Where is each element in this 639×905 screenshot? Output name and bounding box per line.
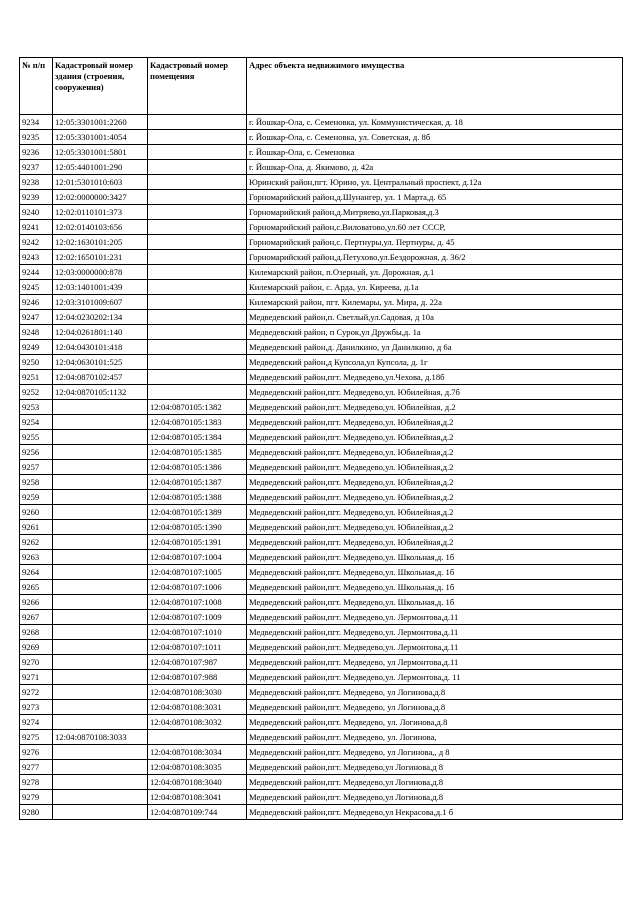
table-row — [20, 580, 623, 595]
room-cadastral-cell — [148, 130, 247, 145]
building-cadastral-cell: 12:04:0630101:525 — [53, 355, 148, 370]
room-cadastral-cell: 12:04:0870107:1010 — [148, 625, 247, 640]
row-number-cell: 9269 — [20, 640, 53, 655]
building-cadastral-cell: 12:02:1630101:205 — [53, 235, 148, 250]
row-number-cell: 9239 — [20, 190, 53, 205]
table-row — [20, 190, 623, 205]
building-cadastral-cell: 12:04:0870108:3033 — [53, 730, 148, 745]
address-cell: Медведевский район,пгт. Медведево,ул Некрасова,д.1 б — [247, 805, 623, 820]
address-cell: Медведевский район,пгт. Медведево,ул. Юбилейная,д.2 — [247, 505, 623, 520]
row-number-cell: 9262 — [20, 535, 53, 550]
table-body — [20, 115, 623, 820]
row-number-cell: 9270 — [20, 655, 53, 670]
row-number-cell: 9268 — [20, 625, 53, 640]
row-number-cell: 9264 — [20, 565, 53, 580]
building-cadastral-cell: 12:03:0000000:878 — [53, 265, 148, 280]
address-cell: Медведевский район,пгт. Медведево,ул. Юбилейная,д.2 — [247, 430, 623, 445]
building-cadastral-cell — [53, 805, 148, 820]
table-row — [20, 715, 623, 730]
header-num: № п/п — [20, 58, 53, 115]
header-row — [20, 58, 623, 115]
address-cell: Медведевский район,пгт. Медведево,ул. Лермонтова,д.11 — [247, 640, 623, 655]
room-cadastral-cell — [148, 250, 247, 265]
room-cadastral-cell: 12:04:0870107:1011 — [148, 640, 247, 655]
building-cadastral-cell: 12:03:1401001:439 — [53, 280, 148, 295]
address-cell: Медведевский район,пгт. Медведево,ул Логинова,д.8 — [247, 775, 623, 790]
row-number-cell: 9248 — [20, 325, 53, 340]
row-number-cell: 9252 — [20, 385, 53, 400]
building-cadastral-cell — [53, 715, 148, 730]
room-cadastral-cell: 12:04:0870108:3035 — [148, 760, 247, 775]
room-cadastral-cell: 12:04:0870108:3030 — [148, 685, 247, 700]
building-cadastral-cell — [53, 550, 148, 565]
address-cell: Медведевский район,пгт. Медведево,ул. Школьная,д. 1б — [247, 550, 623, 565]
address-cell: Медведевский район,пгт. Медведево, ул. Логинова,д.8 — [247, 715, 623, 730]
address-cell: Килемарский район, с. Арда, ул. Киреева, д.1а — [247, 280, 623, 295]
table-row — [20, 745, 623, 760]
address-cell: Медведевский район,пгт. Медведево,ул. Лермонтова,д.11 — [247, 625, 623, 640]
address-cell: Медведевский район,д Купсола,ул Купсола, д. 1г — [247, 355, 623, 370]
table-row — [20, 625, 623, 640]
room-cadastral-cell: 12:04:0870107:988 — [148, 670, 247, 685]
row-number-cell: 9255 — [20, 430, 53, 445]
room-cadastral-cell: 12:04:0870105:1388 — [148, 490, 247, 505]
row-number-cell: 9253 — [20, 400, 53, 415]
table-row — [20, 250, 623, 265]
row-number-cell: 9234 — [20, 115, 53, 130]
row-number-cell: 9235 — [20, 130, 53, 145]
building-cadastral-cell — [53, 445, 148, 460]
row-number-cell: 9277 — [20, 760, 53, 775]
building-cadastral-cell — [53, 685, 148, 700]
table-row — [20, 520, 623, 535]
room-cadastral-cell — [148, 325, 247, 340]
building-cadastral-cell: 12:03:3101009:607 — [53, 295, 148, 310]
room-cadastral-cell: 12:04:0870108:3040 — [148, 775, 247, 790]
building-cadastral-cell: 12:01:5301010:603 — [53, 175, 148, 190]
address-cell: Медведевский район,пгт. Медведево, ул. Логинова, — [247, 730, 623, 745]
row-number-cell: 9242 — [20, 235, 53, 250]
table-row — [20, 355, 623, 370]
room-cadastral-cell — [148, 730, 247, 745]
address-cell: Медведевский район,пгт. Медведево,ул. Лермонтова,д. 11 — [247, 670, 623, 685]
building-cadastral-cell: 12:05:4401001:290 — [53, 160, 148, 175]
address-cell: Юринский район,пгт. Юрино, ул. Центральный проспект, д.12а — [247, 175, 623, 190]
table-row — [20, 160, 623, 175]
room-cadastral-cell: 12:04:0870107:1009 — [148, 610, 247, 625]
table-row — [20, 505, 623, 520]
building-cadastral-cell — [53, 505, 148, 520]
row-number-cell: 9271 — [20, 670, 53, 685]
room-cadastral-cell: 12:04:0870107:1004 — [148, 550, 247, 565]
header-building-cadastral: Кадастровый номер здания (строения, сооружения) — [53, 58, 148, 115]
address-cell: Медведевский район,пгт. Медведево,ул. Юбилейная, д.7б — [247, 385, 623, 400]
row-number-cell: 9272 — [20, 685, 53, 700]
address-cell: Медведевский район,пгт. Медведево,ул. Юбилейная,д.2 — [247, 415, 623, 430]
building-cadastral-cell — [53, 700, 148, 715]
table-row — [20, 430, 623, 445]
room-cadastral-cell — [148, 385, 247, 400]
table-row — [20, 640, 623, 655]
address-cell: г. Йошкар-Ола, с. Семеновка, ул. Коммунистическая, д. 18 — [247, 115, 623, 130]
table-row — [20, 475, 623, 490]
address-cell: Медведевский район,пгт. Медведево,ул. Юбилейная,д.2 — [247, 535, 623, 550]
building-cadastral-cell: 12:02:1650101:231 — [53, 250, 148, 265]
room-cadastral-cell — [148, 355, 247, 370]
address-cell: Медведевский район,д. Данилкино, ул Данилкино, д 6а — [247, 340, 623, 355]
table-row — [20, 490, 623, 505]
building-cadastral-cell: 12:04:0430101:418 — [53, 340, 148, 355]
address-cell: Горномарийский район,д.Шунангер, ул. 1 Марта,д. 65 — [247, 190, 623, 205]
row-number-cell: 9245 — [20, 280, 53, 295]
building-cadastral-cell: 12:02:0140103:656 — [53, 220, 148, 235]
row-number-cell: 9260 — [20, 505, 53, 520]
row-number-cell: 9267 — [20, 610, 53, 625]
building-cadastral-cell: 12:04:0870105:1132 — [53, 385, 148, 400]
address-cell: Горномарийский район,д.Петухово,ул.Бездорожная, д. 36/2 — [247, 250, 623, 265]
table-row — [20, 235, 623, 250]
address-cell: Медведевский район,пгт. Медведево, ул Логинова,д.8 — [247, 685, 623, 700]
building-cadastral-cell — [53, 640, 148, 655]
table-row — [20, 790, 623, 805]
room-cadastral-cell — [148, 145, 247, 160]
address-cell: г. Йошкар-Ола, с. Семеновка — [247, 145, 623, 160]
table-row — [20, 655, 623, 670]
row-number-cell: 9278 — [20, 775, 53, 790]
address-cell: г. Йошкар-Ола, с. Семеновка, ул. Советская, д. 8б — [247, 130, 623, 145]
row-number-cell: 9273 — [20, 700, 53, 715]
table-row — [20, 805, 623, 820]
row-number-cell: 9274 — [20, 715, 53, 730]
building-cadastral-cell — [53, 490, 148, 505]
address-cell: Медведевский район,пгт. Медведево,ул. Юбилейная,д.2 — [247, 460, 623, 475]
building-cadastral-cell — [53, 400, 148, 415]
table-row — [20, 460, 623, 475]
building-cadastral-cell — [53, 475, 148, 490]
room-cadastral-cell — [148, 235, 247, 250]
room-cadastral-cell: 12:04:0870105:1385 — [148, 445, 247, 460]
building-cadastral-cell: 12:05:3301001:2260 — [53, 115, 148, 130]
table-row — [20, 220, 623, 235]
address-cell: Медведевский район,пгт. Медведево,ул. Школьная,д. 1б — [247, 565, 623, 580]
room-cadastral-cell — [148, 295, 247, 310]
table-row — [20, 730, 623, 745]
room-cadastral-cell: 12:04:0870109:744 — [148, 805, 247, 820]
table-row — [20, 445, 623, 460]
table-row — [20, 760, 623, 775]
room-cadastral-cell: 12:04:0870108:3041 — [148, 790, 247, 805]
row-number-cell: 9258 — [20, 475, 53, 490]
address-cell: Медведевский район, п Сурок,ул Дружбы,д. 1а — [247, 325, 623, 340]
room-cadastral-cell — [148, 265, 247, 280]
building-cadastral-cell — [53, 760, 148, 775]
address-cell: Медведевский район,пгт. Медведево,ул.Чехова, д.18б — [247, 370, 623, 385]
row-number-cell: 9247 — [20, 310, 53, 325]
row-number-cell: 9244 — [20, 265, 53, 280]
row-number-cell: 9238 — [20, 175, 53, 190]
address-cell: Медведевский район,пгт. Медведево, ул Логинова,д.8 — [247, 700, 623, 715]
table-row — [20, 775, 623, 790]
table-row — [20, 565, 623, 580]
address-cell: Медведевский район,пгт. Медведево,ул. Школьная,д. 1б — [247, 595, 623, 610]
building-cadastral-cell — [53, 670, 148, 685]
building-cadastral-cell: 12:05:3301001:4054 — [53, 130, 148, 145]
address-cell: Медведевский район,п. Светлый,ул.Садовая, д 10а — [247, 310, 623, 325]
room-cadastral-cell — [148, 340, 247, 355]
building-cadastral-cell: 12:04:0261801:140 — [53, 325, 148, 340]
room-cadastral-cell — [148, 175, 247, 190]
table-row — [20, 670, 623, 685]
room-cadastral-cell: 12:04:0870105:1389 — [148, 505, 247, 520]
address-cell: Килемарский район, пгт. Килемары, ул. Мира, д. 22а — [247, 295, 623, 310]
table-row — [20, 340, 623, 355]
room-cadastral-cell: 12:04:0870105:1386 — [148, 460, 247, 475]
address-cell: Медведевский район,пгт. Медведево, ул Лермонтова,д.11 — [247, 655, 623, 670]
table-row — [20, 310, 623, 325]
row-number-cell: 9243 — [20, 250, 53, 265]
row-number-cell: 9251 — [20, 370, 53, 385]
table-row — [20, 685, 623, 700]
header-room-cadastral: Кадастровый номер помещения — [148, 58, 247, 115]
building-cadastral-cell — [53, 625, 148, 640]
address-cell: Горномарийский район,с.Виловатово,ул.60 лет СССР, — [247, 220, 623, 235]
row-number-cell: 9250 — [20, 355, 53, 370]
address-cell: Медведевский район,пгт. Медведево,ул. Юбилейная,д.2 — [247, 490, 623, 505]
table-row — [20, 325, 623, 340]
row-number-cell: 9256 — [20, 445, 53, 460]
room-cadastral-cell: 12:04:0870105:1383 — [148, 415, 247, 430]
address-cell: Горномарийский район,д.Митряево,ул.Парковая,д.3 — [247, 205, 623, 220]
row-number-cell: 9246 — [20, 295, 53, 310]
address-cell: Медведевский район,пгт. Медведево, ул Логинова,, д 8 — [247, 745, 623, 760]
room-cadastral-cell — [148, 190, 247, 205]
building-cadastral-cell — [53, 460, 148, 475]
address-cell: Медведевский район,пгт. Медведево,ул. Юбилейная,д.2 — [247, 445, 623, 460]
table-row — [20, 700, 623, 715]
room-cadastral-cell: 12:04:0870105:1387 — [148, 475, 247, 490]
address-cell: Медведевский район,пгт. Медведево,ул. Юбилейная,д.2 — [247, 475, 623, 490]
building-cadastral-cell — [53, 595, 148, 610]
address-cell: Горномарийский район,с. Пертнуры,ул. Пертнуры, д. 45 — [247, 235, 623, 250]
row-number-cell: 9241 — [20, 220, 53, 235]
row-number-cell: 9280 — [20, 805, 53, 820]
table-row — [20, 115, 623, 130]
address-cell: Медведевский район,пгт. Медведево,ул. Юбилейная, д.2 — [247, 400, 623, 415]
row-number-cell: 9279 — [20, 790, 53, 805]
row-number-cell: 9276 — [20, 745, 53, 760]
row-number-cell: 9236 — [20, 145, 53, 160]
room-cadastral-cell: 12:04:0870108:3031 — [148, 700, 247, 715]
building-cadastral-cell — [53, 565, 148, 580]
table-row — [20, 295, 623, 310]
building-cadastral-cell — [53, 655, 148, 670]
property-table — [19, 57, 623, 820]
row-number-cell: 9275 — [20, 730, 53, 745]
room-cadastral-cell: 12:04:0870105:1382 — [148, 400, 247, 415]
table-row — [20, 265, 623, 280]
table-row — [20, 610, 623, 625]
table-row — [20, 415, 623, 430]
room-cadastral-cell: 12:04:0870105:1384 — [148, 430, 247, 445]
building-cadastral-cell: 12:04:0870102:457 — [53, 370, 148, 385]
room-cadastral-cell — [148, 220, 247, 235]
room-cadastral-cell: 12:04:0870107:1006 — [148, 580, 247, 595]
address-cell: г. Йошкар-Ола, д. Якимово, д. 42а — [247, 160, 623, 175]
address-cell: Медведевский район,пгт. Медведево,ул. Школьная,д. 1б — [247, 580, 623, 595]
room-cadastral-cell — [148, 205, 247, 220]
building-cadastral-cell: 12:02:0000000:3427 — [53, 190, 148, 205]
room-cadastral-cell: 12:04:0870108:3034 — [148, 745, 247, 760]
room-cadastral-cell: 12:04:0870107:1005 — [148, 565, 247, 580]
room-cadastral-cell — [148, 280, 247, 295]
table-row — [20, 205, 623, 220]
building-cadastral-cell — [53, 775, 148, 790]
building-cadastral-cell: 12:02:0110101:373 — [53, 205, 148, 220]
address-cell: Медведевский район,пгт. Медведево,ул. Юбилейная,д.2 — [247, 520, 623, 535]
row-number-cell: 9254 — [20, 415, 53, 430]
address-cell: Медведевский район,пгт. Медведево,ул. Лермонтова,д.11 — [247, 610, 623, 625]
building-cadastral-cell — [53, 790, 148, 805]
row-number-cell: 9261 — [20, 520, 53, 535]
room-cadastral-cell — [148, 370, 247, 385]
row-number-cell: 9240 — [20, 205, 53, 220]
building-cadastral-cell: 12:05:3301001:5801 — [53, 145, 148, 160]
building-cadastral-cell — [53, 535, 148, 550]
building-cadastral-cell — [53, 415, 148, 430]
building-cadastral-cell — [53, 520, 148, 535]
room-cadastral-cell: 12:04:0870105:1390 — [148, 520, 247, 535]
room-cadastral-cell — [148, 160, 247, 175]
table-row — [20, 370, 623, 385]
table-row — [20, 535, 623, 550]
table-row — [20, 145, 623, 160]
table-row — [20, 130, 623, 145]
table-row — [20, 595, 623, 610]
row-number-cell: 9265 — [20, 580, 53, 595]
building-cadastral-cell — [53, 430, 148, 445]
room-cadastral-cell: 12:04:0870107:987 — [148, 655, 247, 670]
room-cadastral-cell: 12:04:0870105:1391 — [148, 535, 247, 550]
row-number-cell: 9259 — [20, 490, 53, 505]
row-number-cell: 9237 — [20, 160, 53, 175]
room-cadastral-cell: 12:04:0870108:3032 — [148, 715, 247, 730]
room-cadastral-cell — [148, 310, 247, 325]
row-number-cell: 9257 — [20, 460, 53, 475]
table-row — [20, 550, 623, 565]
row-number-cell: 9266 — [20, 595, 53, 610]
header-address: Адрес объекта недвижимого имущества — [247, 58, 623, 115]
building-cadastral-cell — [53, 610, 148, 625]
row-number-cell: 9249 — [20, 340, 53, 355]
table-row — [20, 400, 623, 415]
row-number-cell: 9263 — [20, 550, 53, 565]
room-cadastral-cell: 12:04:0870107:1008 — [148, 595, 247, 610]
table-row — [20, 280, 623, 295]
table-row — [20, 175, 623, 190]
address-cell: Килемарский район, п.Озерный, ул. Дорожная, д.1 — [247, 265, 623, 280]
building-cadastral-cell — [53, 580, 148, 595]
building-cadastral-cell — [53, 745, 148, 760]
room-cadastral-cell — [148, 115, 247, 130]
address-cell: Медведевский район,пгт. Медведево,ул Логинова,д.8 — [247, 790, 623, 805]
building-cadastral-cell: 12:04:0230202:134 — [53, 310, 148, 325]
address-cell: Медведевский район,пгт. Медведево,ул Логинова,д 8 — [247, 760, 623, 775]
table-row — [20, 385, 623, 400]
